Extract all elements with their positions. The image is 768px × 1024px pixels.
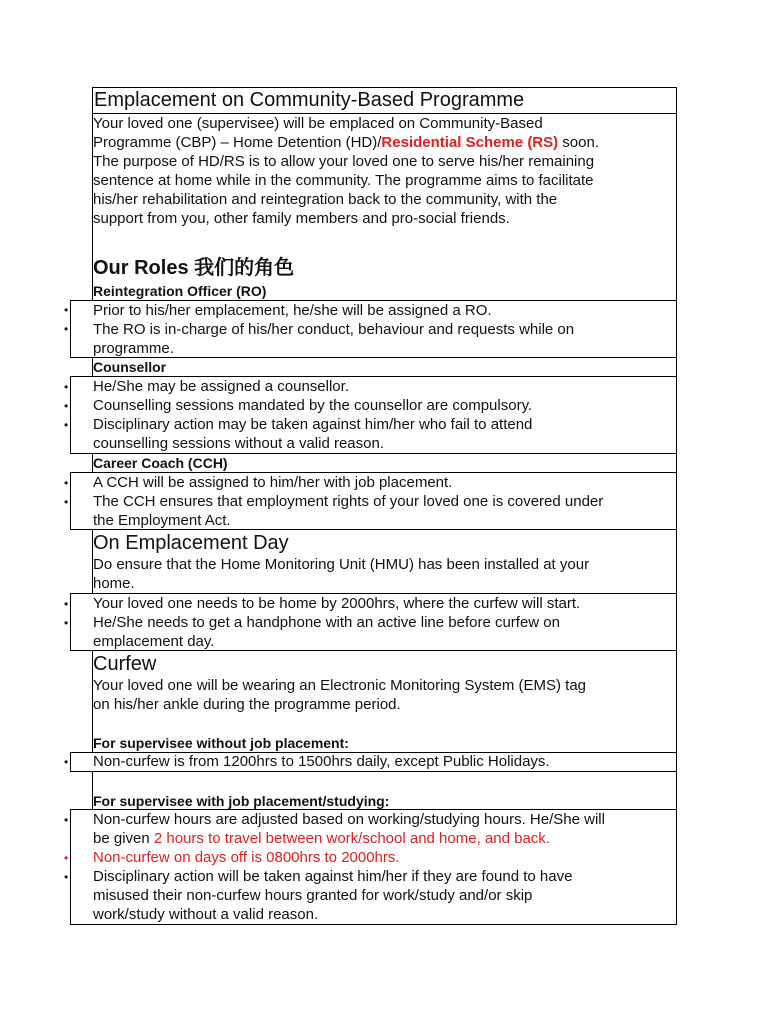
- intro-line: Your loved one (supervisee) will be emplaced on Community-Based: [93, 115, 543, 132]
- list-item: misused their non-curfew hours granted for work/study and/or skip: [93, 887, 533, 904]
- intro-line: Programme (CBP) – Home Detention (HD)/Residential Scheme (RS) soon.: [93, 134, 600, 151]
- residential-scheme-highlight: Residential Scheme (RS): [381, 134, 559, 151]
- list-item: Prior to his/her emplacement, he/she will be assigned a RO.: [93, 302, 492, 319]
- bullet-icon: •: [64, 813, 69, 827]
- list-item: counselling sessions without a valid reason.: [93, 435, 384, 452]
- list-item: He/She needs to get a handphone with an active line before curfew on: [93, 614, 560, 631]
- emplacement-day-list: [93, 594, 678, 651]
- list-item: The RO is in-charge of his/her conduct, behaviour and requests while on: [93, 321, 575, 338]
- list-item: Your loved one needs to be home by 2000hrs, where the curfew will start.: [93, 595, 581, 612]
- list-item: the Employment Act.: [93, 512, 231, 529]
- ro-list: [93, 301, 678, 358]
- bullet-icon: •: [64, 597, 69, 611]
- bullet-icon: •: [64, 495, 69, 509]
- bullet-icon: •: [64, 870, 69, 884]
- list-item: The CCH ensures that employment rights of your loved one is covered under: [93, 493, 604, 510]
- list-item: A CCH will be assigned to him/her with job placement.: [93, 474, 453, 491]
- no-job-list-item: Non-curfew is from 1200hrs to 1500hrs daily, except Public Holidays.: [93, 753, 550, 770]
- bullet-icon: •: [64, 755, 69, 769]
- paragraph-line: Do ensure that the Home Monitoring Unit (HMU) has been installed at your: [93, 556, 590, 573]
- bullet-icon: •: [64, 476, 69, 490]
- list-item: Non-curfew on days off is 0800hrs to 2000hrs.: [93, 849, 400, 866]
- travel-hours-highlight: 2 hours to travel between work/school and home, and back: [153, 830, 546, 847]
- intro-line: support from you, other family members and pro-social friends.: [93, 210, 510, 227]
- page-title: Emplacement on Community-Based Programme: [94, 89, 525, 111]
- emplacement-day-heading: On Emplacement Day: [93, 532, 289, 554]
- bullet-icon: •: [64, 322, 69, 336]
- bullet-icon: •: [64, 303, 69, 317]
- ro-title: Reintegration Officer (RO): [93, 283, 267, 299]
- list-item: Disciplinary action may be taken against him/her who fail to attend: [93, 416, 533, 433]
- list-item: Disciplinary action will be taken against him/her if they are found to have: [93, 868, 573, 885]
- counsellor-list: [93, 377, 678, 453]
- no-job-title: For supervisee without job placement:: [93, 735, 349, 751]
- job-list: [93, 810, 678, 924]
- roles-heading: Our Roles 我们的角色: [93, 257, 295, 279]
- paragraph-line: home.: [93, 575, 135, 592]
- job-title: For supervisee with job placement/studying:: [93, 793, 390, 809]
- paragraph-line: on his/her ankle during the programme period.: [93, 696, 401, 713]
- intro-line: his/her rehabilitation and reintegration back to the community, with the: [93, 191, 558, 208]
- bullet-icon: •: [64, 380, 69, 394]
- list-item: Non-curfew hours are adjusted based on working/studying hours. He/She will: [93, 811, 605, 828]
- counsellor-title-cell: [92, 357, 677, 377]
- bullet-icon: •: [64, 418, 69, 432]
- curfew-heading: Curfew: [93, 653, 157, 675]
- list-item: programme.: [93, 340, 174, 357]
- cch-list: [93, 473, 678, 530]
- bullet-icon: •: [64, 399, 69, 413]
- curfew-paragraph: [93, 676, 678, 714]
- list-item: He/She may be assigned a counsellor.: [93, 378, 349, 395]
- paragraph-line: Your loved one will be wearing an Electronic Monitoring System (EMS) tag: [93, 677, 587, 694]
- intro-line: The purpose of HD/RS is to allow your loved one to serve his/her remaining: [93, 153, 595, 170]
- bullet-icon: •: [64, 616, 69, 630]
- counsellor-title: Counsellor: [93, 359, 167, 375]
- list-item: be given 2 hours to travel between work/school and home, and back.: [93, 830, 550, 847]
- emplacement-day-paragraph: [93, 555, 678, 593]
- cch-title: Career Coach (CCH): [93, 455, 228, 471]
- list-item: emplacement day.: [93, 633, 215, 650]
- list-item: Counselling sessions mandated by the counsellor are compulsory.: [93, 397, 533, 414]
- list-item: work/study without a valid reason.: [93, 906, 319, 923]
- bullet-icon: •: [64, 851, 69, 865]
- intro-paragraph: [93, 114, 678, 228]
- intro-line: sentence at home while in the community. The programme aims to facilitate: [93, 172, 594, 189]
